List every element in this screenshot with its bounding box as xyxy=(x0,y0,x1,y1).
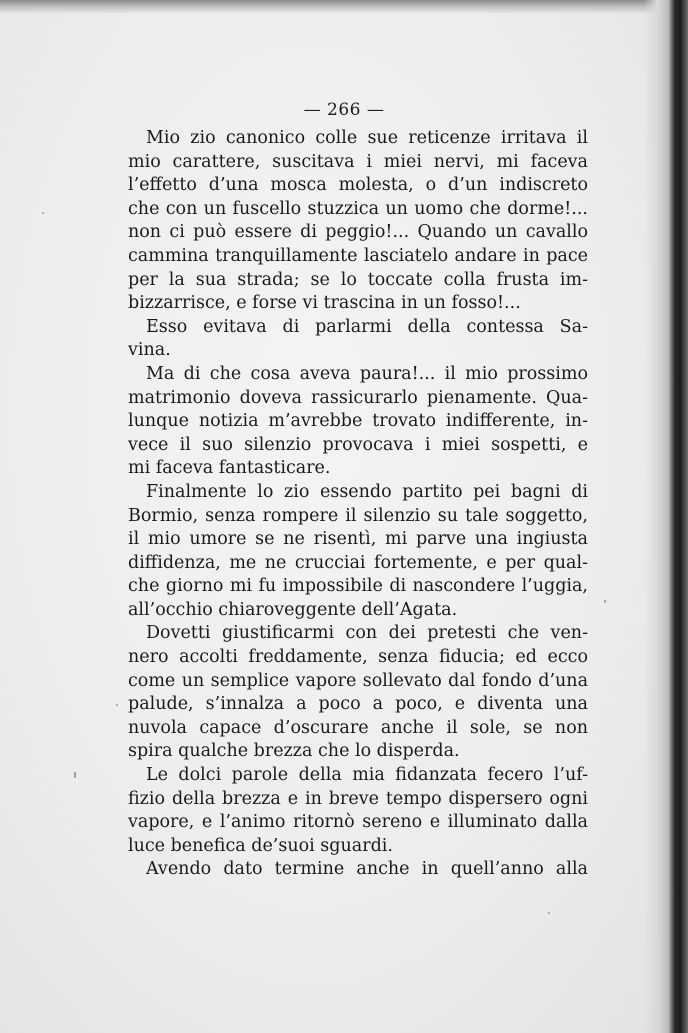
text-line: diffidenza, me ne crucciai fortemente, e per qual- xyxy=(128,552,588,573)
text-line: vapore, e l’animo ritornò sereno e illuminato dalla xyxy=(128,812,588,833)
text-line: mio carattere, suscitava i miei nervi, mi faceva xyxy=(128,151,588,172)
text-line: mi faceva fantasticare. xyxy=(128,458,331,479)
text-line: vina. xyxy=(128,340,171,361)
text-line: che giorno mi fu impossibile di nascondere l’uggia, xyxy=(128,576,588,597)
text-line: per la sua strada; se lo toccate colla frusta im- xyxy=(128,269,588,290)
text-line: Esso evitava di parlarmi della contessa Sa- xyxy=(146,316,588,337)
text-line: Mio zio canonico colle sue reticenze irritava il xyxy=(146,128,588,148)
text-line: lunque notizia m’avrebbe trovato indifferente, in- xyxy=(128,411,588,432)
text-line: bizzarrisce, e forse vi trascina in un fosso!... xyxy=(128,293,521,314)
text-line: Le dolci parole della mia fidanzata fecero l’uf- xyxy=(146,765,588,786)
text-line: nero accolti freddamente, senza fiducia; ed ecco xyxy=(128,647,588,668)
text-line: nuvola capace d’oscurare anche il sole, se non xyxy=(128,717,588,738)
text-line: palude, s’innalza a poco a poco, e diventa una xyxy=(128,694,588,715)
body-text xyxy=(128,127,588,882)
paper-speck xyxy=(548,912,550,914)
text-line: il mio umore se ne risentì, mi parve una ingiusta xyxy=(128,529,588,550)
text-line: Bormio, senza rompere il silenzio su tale soggetto, xyxy=(128,505,588,526)
text-line: all’occhio chiaroveggente dell’Agata. xyxy=(128,599,458,620)
text-line: che con un fuscello stuzzica un uomo che dorme!... xyxy=(128,198,588,219)
text-line: spira qualche brezza che lo disperda. xyxy=(128,741,460,762)
text-line: luce benefica de’suoi sguardi. xyxy=(128,835,393,856)
text-line: Dovetti giustificarmi con dei pretesti che ven- xyxy=(146,623,588,644)
text-line: vece il suo silenzio provocava i miei sospetti, e xyxy=(128,434,588,455)
text-line: Ma di che cosa aveva paura!... il mio prossimo xyxy=(146,363,588,384)
text-line: Avendo dato termine anche in quell’anno alla xyxy=(146,859,588,880)
paper-speck xyxy=(604,600,606,603)
text-line: cammina tranquillamente lasciatelo andare in pace xyxy=(128,245,588,266)
page-number: — 266 — xyxy=(303,100,385,120)
text-line: l’effetto d’una mosca molesta, o d’un indiscreto xyxy=(128,175,588,196)
paper-speck xyxy=(42,212,44,214)
text-line: come un semplice vapore sollevato dal fondo d’una xyxy=(128,670,588,691)
book-binding-edge xyxy=(644,0,688,1033)
text-line: fizio della brezza e in breve tempo dispersero ogni xyxy=(128,788,588,809)
text-line: matrimonio doveva rassicurarlo pienamente. Qua- xyxy=(128,387,588,408)
text-line: non ci può essere di peggio!... Quando un cavallo xyxy=(128,222,588,243)
text-line: Finalmente lo zio essendo partito pei bagni di xyxy=(146,481,588,502)
page-top-edge-shadow xyxy=(0,0,688,14)
paper-speck xyxy=(74,772,76,778)
paper-speck xyxy=(116,704,118,706)
